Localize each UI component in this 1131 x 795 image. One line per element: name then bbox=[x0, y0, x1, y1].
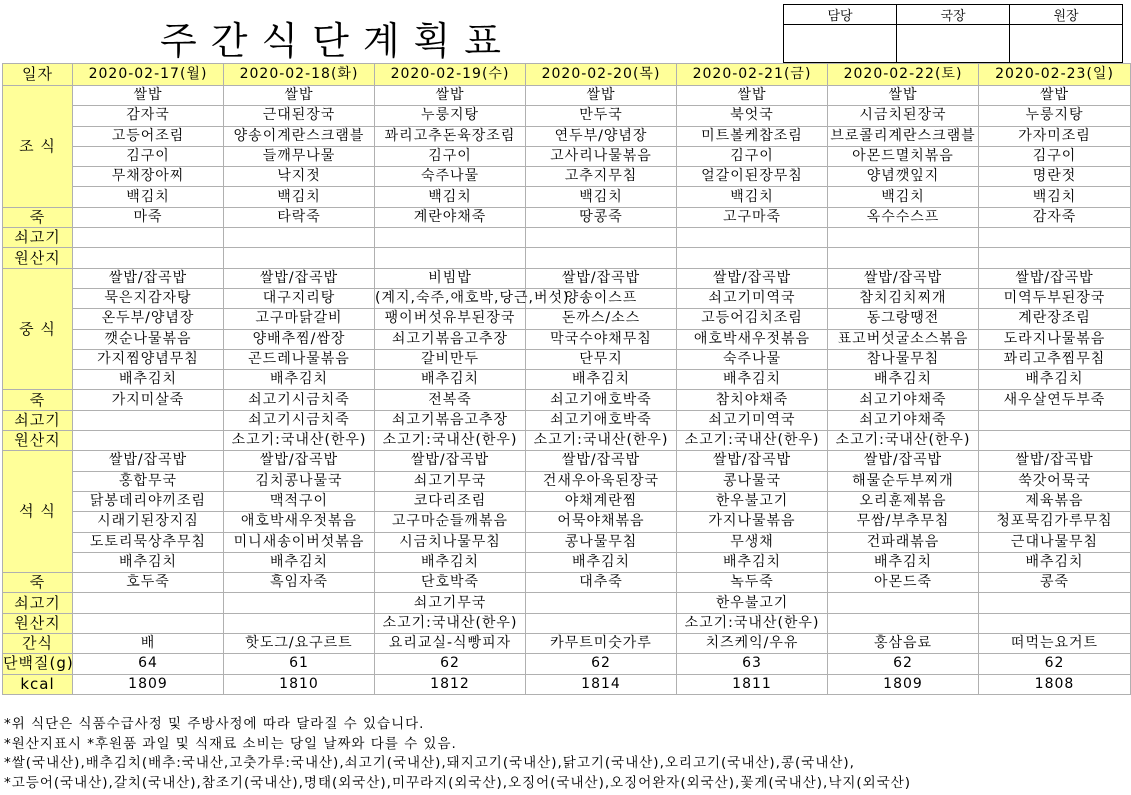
menu-cell: 새우살연두부죽 bbox=[979, 390, 1131, 410]
menu-cell: 쇠고기미역국 bbox=[677, 288, 828, 308]
menu-cell: 숙주나물 bbox=[375, 167, 526, 187]
menu-cell: 쌀밥/잡곡밥 bbox=[526, 451, 677, 471]
menu-cell: 쌀밥/잡곡밥 bbox=[979, 451, 1131, 471]
menu-cell: 백김치 bbox=[224, 187, 375, 207]
menu-cell: 시래기된장지짐 bbox=[73, 512, 224, 532]
menu-cell: 콩죽 bbox=[979, 573, 1131, 593]
note-line: *쌀(국내산),배추김치(배추:국내산,고춧가루:국내산),쇠고기(국내산),돼지고기(국내산),닭고기(국내산),오리고기(국내산),콩(국내산), bbox=[4, 755, 855, 771]
menu-cell: 쌀밥 bbox=[224, 86, 375, 106]
origin-label: 원산지 bbox=[3, 248, 73, 268]
menu-cell: 배추김치 bbox=[979, 552, 1131, 572]
approval-label: 담당 bbox=[784, 5, 897, 25]
menu-cell: 무채장아찌 bbox=[73, 167, 224, 187]
menu-cell: 배추김치 bbox=[224, 552, 375, 572]
menu-cell bbox=[828, 613, 979, 633]
menu-cell bbox=[979, 593, 1131, 613]
menu-cell bbox=[73, 248, 224, 268]
approval-sign-cell[interactable] bbox=[784, 25, 897, 63]
menu-cell bbox=[979, 613, 1131, 633]
menu-cell: 쌀밥/잡곡밥 bbox=[73, 268, 224, 288]
menu-cell: 고구마죽 bbox=[677, 207, 828, 227]
menu-cell: 쌀밥 bbox=[828, 86, 979, 106]
menu-cell: 쌀밥 bbox=[73, 86, 224, 106]
menu-cell: 계란야채죽 bbox=[375, 207, 526, 227]
menu-cell: 쇠고기시금치죽 bbox=[224, 390, 375, 410]
origin-label: 쇠고기 bbox=[3, 228, 73, 248]
porridge-label: 죽 bbox=[3, 390, 73, 410]
menu-cell: 맥적구이 bbox=[224, 491, 375, 511]
menu-cell: 배 bbox=[73, 634, 224, 654]
menu-cell: 요리교실-식빵피자 bbox=[375, 634, 526, 654]
menu-cell: 쌀밥/잡곡밥 bbox=[375, 451, 526, 471]
menu-cell: 소고기:국내산(한우) bbox=[526, 431, 677, 451]
menu-cell: 61 bbox=[224, 654, 375, 674]
date-header: 2020-02-23(일) bbox=[979, 64, 1131, 86]
menu-cell: 쌀밥/잡곡밥 bbox=[828, 268, 979, 288]
menu-cell: 62 bbox=[375, 654, 526, 674]
date-header: 2020-02-20(목) bbox=[526, 64, 677, 86]
menu-cell: 고등어조림 bbox=[73, 126, 224, 146]
menu-cell: 오리훈제볶음 bbox=[828, 491, 979, 511]
menu-cell: 배추김치 bbox=[677, 552, 828, 572]
menu-cell: 쇠고기야채죽 bbox=[828, 390, 979, 410]
menu-cell: 근대나물무침 bbox=[979, 532, 1131, 552]
menu-cell: 고사리나물볶음 bbox=[526, 146, 677, 166]
menu-cell: 소고기:국내산(한우) bbox=[224, 431, 375, 451]
menu-cell: 참치김치찌개 bbox=[828, 288, 979, 308]
menu-cell: 고구마닭갈비 bbox=[224, 309, 375, 329]
snack-label: 간식 bbox=[3, 634, 73, 654]
menu-cell: 동그랑땡전 bbox=[828, 309, 979, 329]
menu-cell: 닭봉데리야끼조림 bbox=[73, 491, 224, 511]
menu-cell: 곤드레나물볶음 bbox=[224, 349, 375, 369]
menu-cell: 배추김치 bbox=[526, 370, 677, 390]
menu-cell: 콩나물무침 bbox=[526, 532, 677, 552]
menu-cell: 백김치 bbox=[375, 187, 526, 207]
menu-cell: 쌀밥 bbox=[526, 86, 677, 106]
kcal-label: kcal bbox=[3, 674, 73, 694]
menu-cell bbox=[73, 431, 224, 451]
menu-cell: 양념깻잎지 bbox=[828, 167, 979, 187]
menu-cell: 고추지무침 bbox=[526, 167, 677, 187]
menu-cell: 제육볶음 bbox=[979, 491, 1131, 511]
menu-cell: 64 bbox=[73, 654, 224, 674]
menu-cell: 소고기:국내산(한우) bbox=[375, 613, 526, 633]
menu-cell: 어묵야채볶음 bbox=[526, 512, 677, 532]
menu-cell: 참치야채죽 bbox=[677, 390, 828, 410]
menu-cell: 건파래볶음 bbox=[828, 532, 979, 552]
menu-cell: 시금치된장국 bbox=[828, 106, 979, 126]
protein-label: 단백질(g) bbox=[3, 654, 74, 673]
menu-cell: 해물순두부찌개 bbox=[828, 471, 979, 491]
weekly-menu-table bbox=[2, 63, 1131, 695]
porridge-label: 죽 bbox=[3, 573, 73, 593]
approval-box bbox=[783, 4, 1123, 63]
menu-cell: 김치콩나물국 bbox=[224, 471, 375, 491]
menu-cell: 코다리조림 bbox=[375, 491, 526, 511]
menu-cell: 가자미조림 bbox=[979, 126, 1131, 146]
menu-cell: 한우불고기 bbox=[677, 491, 828, 511]
menu-cell: 치즈케익/우유 bbox=[677, 634, 828, 654]
menu-cell bbox=[828, 593, 979, 613]
menu-cell: 쌀밥/잡곡밥 bbox=[526, 268, 677, 288]
menu-cell: 1808 bbox=[979, 674, 1131, 694]
menu-cell: 1809 bbox=[73, 674, 224, 694]
approval-sign-cell[interactable] bbox=[1010, 25, 1123, 63]
menu-cell: 가지찜양념무침 bbox=[73, 349, 224, 369]
menu-cell: 고구마순들깨볶음 bbox=[375, 512, 526, 532]
menu-cell: 63 bbox=[677, 654, 828, 674]
meal-label: 석 식 bbox=[3, 451, 73, 573]
menu-cell bbox=[526, 228, 677, 248]
menu-cell: 62 bbox=[526, 654, 677, 674]
menu-cell: 막국수야채무침 bbox=[526, 329, 677, 349]
menu-cell: 북엇국 bbox=[677, 106, 828, 126]
menu-cell: 단호박죽 bbox=[375, 573, 526, 593]
menu-cell: 양송이계란스크램블 bbox=[224, 126, 375, 146]
menu-cell: 배추김치 bbox=[677, 370, 828, 390]
menu-cell: 소고기:국내산(한우) bbox=[677, 613, 828, 633]
menu-cell: 꽈리고추돈육장조림 bbox=[375, 126, 526, 146]
meal-label: 중 식 bbox=[3, 268, 73, 390]
menu-cell: 배추김치 bbox=[375, 552, 526, 572]
menu-cell: 묵은지감자탕 bbox=[73, 288, 224, 308]
menu-cell: 돈까스/소스 bbox=[526, 309, 677, 329]
menu-cell: 쇠고기시금치죽 bbox=[224, 410, 375, 430]
menu-cell: 쇠고기미역국 bbox=[677, 410, 828, 430]
menu-cell: 홍합무국 bbox=[73, 471, 224, 491]
menu-cell: 타락죽 bbox=[224, 207, 375, 227]
menu-cell bbox=[677, 248, 828, 268]
menu-cell: 한우불고기 bbox=[677, 593, 828, 613]
menu-cell: 무쌈/부추무침 bbox=[828, 512, 979, 532]
menu-cell: 쌀밥/잡곡밥 bbox=[224, 268, 375, 288]
menu-cell: 백김치 bbox=[979, 187, 1131, 207]
menu-cell: 소고기:국내산(한우) bbox=[828, 431, 979, 451]
menu-cell: 1809 bbox=[828, 674, 979, 694]
note-line: *고등어(국내산),갈치(국내산),참조기(국내산),명태(외국산),미꾸라지(외국산),오징어(국내산),오징어완자(외국산),꽃게(국내산),낙지(외국산) bbox=[4, 774, 912, 791]
menu-cell bbox=[224, 228, 375, 248]
menu-cell bbox=[224, 248, 375, 268]
menu-cell: 누룽지탕 bbox=[375, 106, 526, 126]
menu-cell: 무생채 bbox=[677, 532, 828, 552]
menu-cell: 도토리묵상추무침 bbox=[73, 532, 224, 552]
menu-cell: 1812 bbox=[375, 674, 526, 694]
approval-sign-cell[interactable] bbox=[897, 25, 1010, 63]
menu-cell: 백김치 bbox=[828, 187, 979, 207]
menu-cell: 미니새송이버섯볶음 bbox=[224, 532, 375, 552]
menu-cell: 청포묵김가루무침 bbox=[979, 512, 1131, 532]
menu-cell: 쌀밥 bbox=[375, 86, 526, 106]
menu-cell: 백김치 bbox=[73, 187, 224, 207]
menu-cell: 백김치 bbox=[677, 187, 828, 207]
menu-cell: 배추김치 bbox=[73, 552, 224, 572]
menu-cell: 쇠고기야채죽 bbox=[828, 410, 979, 430]
page-title: 주간식단계획표 bbox=[160, 19, 515, 63]
menu-cell: (계지,숙주,애호박,당근,버섯) bbox=[375, 288, 526, 308]
date-header-label: 일자 bbox=[3, 64, 73, 86]
menu-cell: 녹두죽 bbox=[677, 573, 828, 593]
menu-cell: 감자국 bbox=[73, 106, 224, 126]
menu-cell: 배추김치 bbox=[73, 370, 224, 390]
menu-cell: 숙주나물 bbox=[677, 349, 828, 369]
menu-cell: 낙지젓 bbox=[224, 167, 375, 187]
date-header: 2020-02-22(토) bbox=[828, 64, 979, 86]
menu-cell: 흑임자죽 bbox=[224, 573, 375, 593]
menu-cell bbox=[73, 228, 224, 248]
menu-cell: 아몬드죽 bbox=[828, 573, 979, 593]
menu-cell bbox=[375, 248, 526, 268]
menu-cell: 비빔밥 bbox=[375, 268, 526, 288]
menu-cell bbox=[526, 248, 677, 268]
menu-cell: 표고버섯굴소스볶음 bbox=[828, 329, 979, 349]
menu-cell bbox=[979, 248, 1131, 268]
menu-cell: 온두부/양념장 bbox=[73, 309, 224, 329]
menu-cell: 카무트미숫가루 bbox=[526, 634, 677, 654]
menu-cell: 계란장조림 bbox=[979, 309, 1131, 329]
approval-label: 원장 bbox=[1010, 5, 1123, 25]
menu-cell: 배추김치 bbox=[375, 370, 526, 390]
menu-cell: 쇠고기애호박죽 bbox=[526, 410, 677, 430]
menu-cell: 1811 bbox=[677, 674, 828, 694]
menu-cell: 쌀밥/잡곡밥 bbox=[677, 268, 828, 288]
menu-cell bbox=[677, 228, 828, 248]
date-header: 2020-02-18(화) bbox=[224, 64, 375, 86]
menu-cell bbox=[224, 613, 375, 633]
menu-cell: 참나물무침 bbox=[828, 349, 979, 369]
menu-cell: 가지나물볶음 bbox=[677, 512, 828, 532]
meal-label: 조 식 bbox=[3, 86, 73, 208]
menu-cell: 시금치나물무침 bbox=[375, 532, 526, 552]
approval-label: 국장 bbox=[897, 5, 1010, 25]
menu-cell: 62 bbox=[828, 654, 979, 674]
menu-cell bbox=[73, 613, 224, 633]
menu-cell: 양배추찜/쌈장 bbox=[224, 329, 375, 349]
menu-cell: 핫도그/요구르트 bbox=[224, 634, 375, 654]
menu-cell: 땅콩죽 bbox=[526, 207, 677, 227]
menu-cell: 쌀밥/잡곡밥 bbox=[224, 451, 375, 471]
menu-cell bbox=[828, 248, 979, 268]
menu-cell: 애호박새우젓볶음 bbox=[677, 329, 828, 349]
menu-cell: 야채계란찜 bbox=[526, 491, 677, 511]
menu-cell bbox=[375, 228, 526, 248]
menu-cell: 백김치 bbox=[526, 187, 677, 207]
menu-cell: 쇠고기볶음고추장 bbox=[375, 329, 526, 349]
menu-cell: 쌀밥/잡곡밥 bbox=[828, 451, 979, 471]
menu-cell: 고등어김치조림 bbox=[677, 309, 828, 329]
menu-cell: 배추김치 bbox=[828, 370, 979, 390]
menu-cell: 소고기:국내산(한우) bbox=[375, 431, 526, 451]
menu-cell: 배추김치 bbox=[979, 370, 1131, 390]
menu-cell bbox=[526, 613, 677, 633]
menu-cell: 아몬드멸치볶음 bbox=[828, 146, 979, 166]
menu-cell bbox=[979, 431, 1131, 451]
menu-cell: 누룽지탕 bbox=[979, 106, 1131, 126]
menu-cell: 미트볼케찹조림 bbox=[677, 126, 828, 146]
menu-cell: 1810 bbox=[224, 674, 375, 694]
menu-cell bbox=[73, 593, 224, 613]
note-line: *원산지표시 *후원품 과일 및 식재료 소비는 당일 날짜와 다를 수 있음. bbox=[4, 735, 457, 752]
origin-label: 원산지 bbox=[3, 431, 73, 451]
menu-cell bbox=[979, 228, 1131, 248]
menu-cell: 홍삼음료 bbox=[828, 634, 979, 654]
menu-cell: 김구이 bbox=[979, 146, 1131, 166]
date-header: 2020-02-17(월) bbox=[73, 64, 224, 86]
menu-cell: 배추김치 bbox=[224, 370, 375, 390]
menu-cell: 마죽 bbox=[73, 207, 224, 227]
porridge-label: 죽 bbox=[3, 207, 73, 227]
notes bbox=[4, 715, 911, 793]
origin-label: 원산지 bbox=[3, 613, 73, 633]
menu-cell: 김구이 bbox=[677, 146, 828, 166]
menu-cell: 대추죽 bbox=[526, 573, 677, 593]
menu-cell: 도라지나물볶음 bbox=[979, 329, 1131, 349]
menu-cell: 쇠고기볶음고추장 bbox=[375, 410, 526, 430]
origin-label: 쇠고기 bbox=[3, 593, 73, 613]
menu-cell: 쌀밥/잡곡밥 bbox=[979, 268, 1131, 288]
note-line: *위 식단은 식품수급사정 및 주방사정에 따라 달라질 수 있습니다. bbox=[4, 716, 425, 732]
menu-cell: 갈비만두 bbox=[375, 349, 526, 369]
menu-cell bbox=[224, 593, 375, 613]
menu-cell: 쇠고기무국 bbox=[375, 471, 526, 491]
menu-cell: 브로콜리계란스크램블 bbox=[828, 126, 979, 146]
menu-cell: 배추김치 bbox=[526, 552, 677, 572]
menu-cell: 양송이스프 bbox=[526, 288, 677, 308]
menu-cell: 쌀밥 bbox=[979, 86, 1131, 106]
menu-cell: 애호박새우젓볶음 bbox=[224, 512, 375, 532]
menu-cell: 쌀밥 bbox=[677, 86, 828, 106]
menu-cell: 건새우아욱된장국 bbox=[526, 471, 677, 491]
menu-cell: 감자죽 bbox=[979, 207, 1131, 227]
menu-cell: 소고기:국내산(한우) bbox=[677, 431, 828, 451]
menu-cell bbox=[526, 593, 677, 613]
menu-cell: 팽이버섯유부된장국 bbox=[375, 309, 526, 329]
menu-cell: 연두부/양념장 bbox=[526, 126, 677, 146]
menu-cell: 쑥갓어묵국 bbox=[979, 471, 1131, 491]
menu-cell: 얼갈이된장무침 bbox=[677, 167, 828, 187]
menu-cell: 단무지 bbox=[526, 349, 677, 369]
menu-cell: 꽈리고추찜무침 bbox=[979, 349, 1131, 369]
menu-cell: 콩나물국 bbox=[677, 471, 828, 491]
menu-cell: 깻순나물볶음 bbox=[73, 329, 224, 349]
menu-cell: 1814 bbox=[526, 674, 677, 694]
menu-cell: 62 bbox=[979, 654, 1131, 674]
menu-cell bbox=[828, 228, 979, 248]
menu-cell: 미역두부된장국 bbox=[979, 288, 1131, 308]
menu-cell: 명란젓 bbox=[979, 167, 1131, 187]
menu-cell: 떠먹는요거트 bbox=[979, 634, 1131, 654]
menu-cell: 배추김치 bbox=[828, 552, 979, 572]
menu-cell bbox=[73, 410, 224, 430]
menu-cell: 전복죽 bbox=[375, 390, 526, 410]
menu-cell: 김구이 bbox=[73, 146, 224, 166]
menu-cell: 김구이 bbox=[375, 146, 526, 166]
origin-label: 쇠고기 bbox=[3, 410, 73, 430]
menu-cell: 만두국 bbox=[526, 106, 677, 126]
menu-cell: 쌀밥/잡곡밥 bbox=[73, 451, 224, 471]
date-header: 2020-02-21(금) bbox=[677, 64, 828, 86]
menu-cell: 쇠고기애호박죽 bbox=[526, 390, 677, 410]
menu-cell: 호두죽 bbox=[73, 573, 224, 593]
menu-cell: 들깨무나물 bbox=[224, 146, 375, 166]
menu-cell: 쇠고기무국 bbox=[375, 593, 526, 613]
menu-cell: 가지미살죽 bbox=[73, 390, 224, 410]
menu-cell: 옥수수스프 bbox=[828, 207, 979, 227]
date-header: 2020-02-19(수) bbox=[375, 64, 526, 86]
menu-cell: 대구지리탕 bbox=[224, 288, 375, 308]
menu-cell bbox=[979, 410, 1131, 430]
menu-cell: 쌀밥/잡곡밥 bbox=[677, 451, 828, 471]
menu-cell: 근대된장국 bbox=[224, 106, 375, 126]
